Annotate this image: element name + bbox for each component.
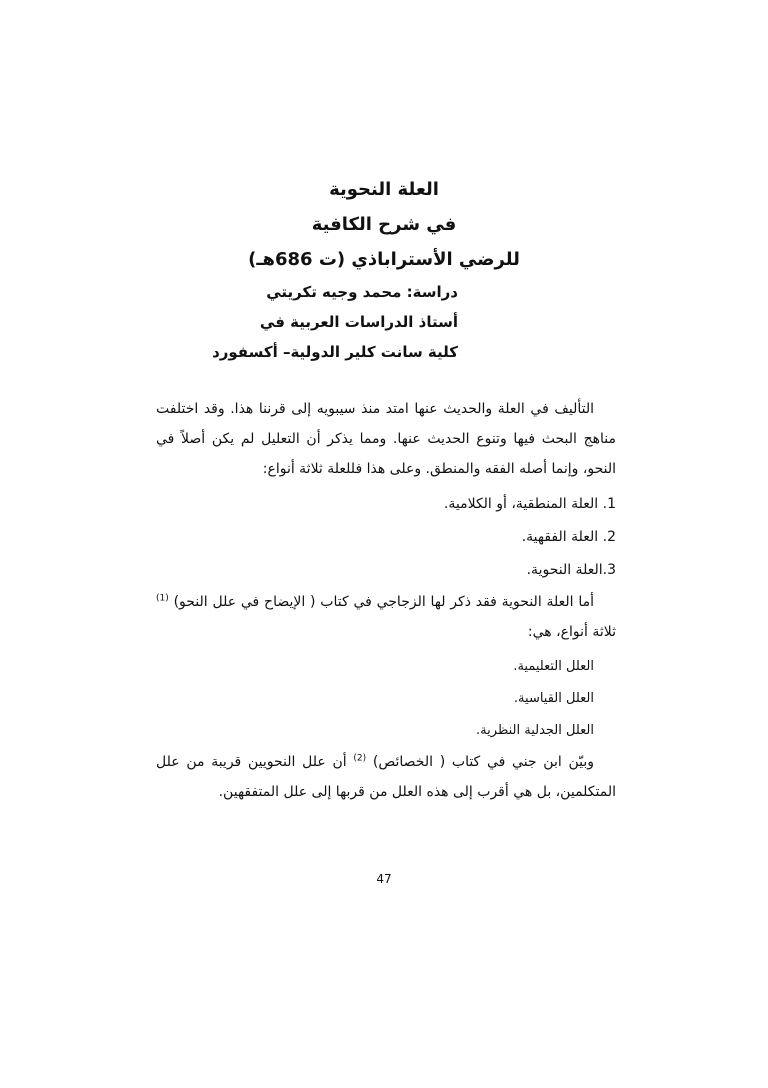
paragraph-3 [156, 747, 616, 807]
paragraph-2-after: ثلاثة أنواع، هي: [527, 624, 616, 640]
title-line-3: للرضي الأستراباذي (ت 686هـ) [248, 249, 520, 270]
author-line-2: أستاذ الدراسات العربية في [259, 313, 458, 331]
list-text: العلة المنطقية، أو الكلامية. [443, 496, 599, 512]
list-text: العلة الفقهية. [521, 529, 599, 545]
list-item-1 [156, 488, 616, 521]
title-line-1: العلة النحوية [329, 179, 439, 200]
paragraph-1: التأليف في العلة والحديث عنها امتد منذ سيبويه إلى قرننا هذا. وقد اختلفت مناهج البحث فيها وتنوع الحديث عنها. ومما يذكر أن التعليل لم يكن أصلاً في النحو، وإنما أصله الفقه والمنطق. وعلى هذا فللعلة ثلاثة أنواع: [156, 401, 616, 477]
title-line-2: في شرح الكافية [311, 214, 457, 235]
paragraph-2 [156, 587, 616, 647]
list-number: 3. [602, 562, 616, 578]
sub-list-item-3: العلل الجدلية النظرية. [476, 723, 594, 738]
author-line-3: كلية سانت كلير الدولية– أكسفورد [212, 343, 458, 361]
sub-list-item-1: العلل التعليمية. [513, 659, 594, 674]
title-block [0, 172, 768, 277]
author-block [138, 277, 458, 367]
list-number: 1. [602, 496, 616, 512]
author-line-1: دراسة: محمد وجيه تكريتي [266, 283, 458, 301]
list-number: 2. [602, 529, 616, 545]
list-item-2 [156, 521, 616, 554]
list-item-3 [156, 554, 616, 587]
page-number: 47 [376, 872, 392, 886]
footnote-ref-1[interactable]: (1) [156, 593, 169, 604]
list-text: العلة النحوية. [526, 562, 603, 578]
footnote-ref-2[interactable]: (2) [353, 753, 367, 764]
body-text [156, 394, 616, 811]
sub-list-item-2: العلل القياسية. [513, 691, 594, 706]
paragraph-3-before: وبيّن ابن جني في كتاب ( الخصائص) [372, 754, 595, 770]
paragraph-3-after: أن علل النحويين قريبة من علل المتكلمين، بل هي أقرب إلى هذه العلل من قربها إلى علل المتفقهين. [156, 754, 616, 800]
paragraph-2-before: أما العلة النحوية فقد ذكر لها الزجاجي في كتاب ( الإيضاح في علل النحو) [173, 594, 595, 610]
